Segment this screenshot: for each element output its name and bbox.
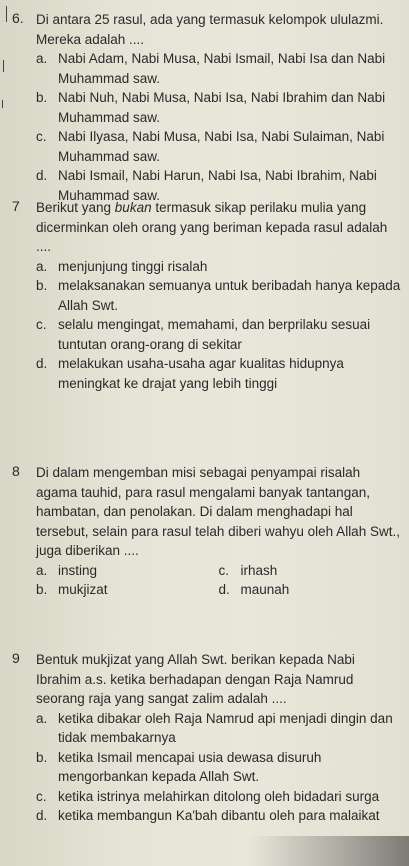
margin-mark — [2, 100, 3, 108]
question-7 — [12, 198, 401, 393]
question-stem: Di dalam mengemban misi sebagai penyampai risalah agama tauhid, para rasul mengalami banyak tantangan, hambatan, dan penolakan. Di dalam menghadapi hal tersebut, selain para rasul telah diberi wahyu oleh Allah Swt., juga diberikan .... — [36, 465, 400, 558]
option-list — [36, 49, 401, 205]
option-c[interactable]: c. Nabi Ilyasa, Nabi Musa, Nabi Isa, Nabi Sulaiman, Nabi Muhammad saw. — [36, 129, 385, 164]
question-8 — [12, 463, 401, 600]
margin-mark — [3, 60, 4, 72]
option-d[interactable]: d. melakukan usaha-usaha agar kualitas hidupnya meningkat ke drajat yang lebih tinggi — [36, 356, 344, 391]
margin-mark — [6, 6, 7, 22]
option-list — [36, 709, 401, 826]
option-d[interactable]: d. maunah — [218, 582, 290, 597]
question-stem: Berikut yang bukan termasuk sikap perilaku mulia yang dicerminkan oleh orang yang beriman kepada rasul adalah .... — [36, 200, 388, 254]
option-list — [36, 561, 401, 600]
option-d[interactable]: d. ketika membangun Ka'bah dibantu oleh para malaikat — [36, 808, 380, 823]
question-stem: Di antara 25 rasul, ada yang termasuk kelompok ululazmi. Mereka adalah .... — [36, 12, 384, 47]
option-a[interactable]: a. Nabi Adam, Nabi Musa, Nabi Ismail, Nabi Isa dan Nabi Muhammad saw. — [36, 51, 386, 86]
option-b[interactable]: b. ketika Ismail mencapai usia dewasa disuruh mengorbankan kepada Allah Swt. — [36, 749, 322, 784]
option-a[interactable]: a. ketika dibakar oleh Raja Namrud api menjadi dingin dan tidak membakarnya — [36, 710, 393, 745]
option-c[interactable]: c. ketika istrinya melahirkan ditolong oleh bidadari surga — [36, 788, 380, 804]
question-number: 9 — [12, 650, 20, 666]
question-6 — [12, 10, 401, 205]
option-list — [36, 257, 401, 394]
question-9 — [12, 650, 401, 826]
option-c[interactable]: c. selalu mengingat, memahami, dan berprilaku sesuai tuntutan orang-orang di sekitar — [36, 317, 371, 352]
option-d[interactable]: d. Nabi Ismail, Nabi Harun, Nabi Isa, Nabi Ibrahim, Nabi Muhammad saw. — [36, 168, 377, 203]
option-c[interactable]: c. irhash — [218, 562, 278, 578]
option-b[interactable]: b. mukjizat — [36, 582, 108, 597]
question-number: 6. — [12, 10, 24, 26]
question-stem: Bentuk mukjizat yang Allah Swt. berikan kepada Nabi Ibrahim a.s. ketika berhadapan dengan Raja Namrud seorang raja yang sangat zalim adalah .... — [36, 652, 355, 706]
option-a[interactable]: a. insting — [36, 562, 98, 578]
option-b[interactable]: b. Nabi Nuh, Nabi Musa, Nabi Isa, Nabi Ibrahim dan Nabi Muhammad saw. — [36, 90, 386, 125]
question-number: 7 — [12, 198, 20, 214]
page-shadow — [249, 836, 409, 866]
option-b[interactable]: b. melaksanakan semuanya untuk beribadah hanya kepada Allah Swt. — [36, 278, 401, 313]
emphasis-text: bukan — [114, 200, 152, 215]
option-a[interactable]: a. menjunjung tinggi risalah — [36, 258, 208, 274]
question-number: 8 — [12, 463, 20, 479]
